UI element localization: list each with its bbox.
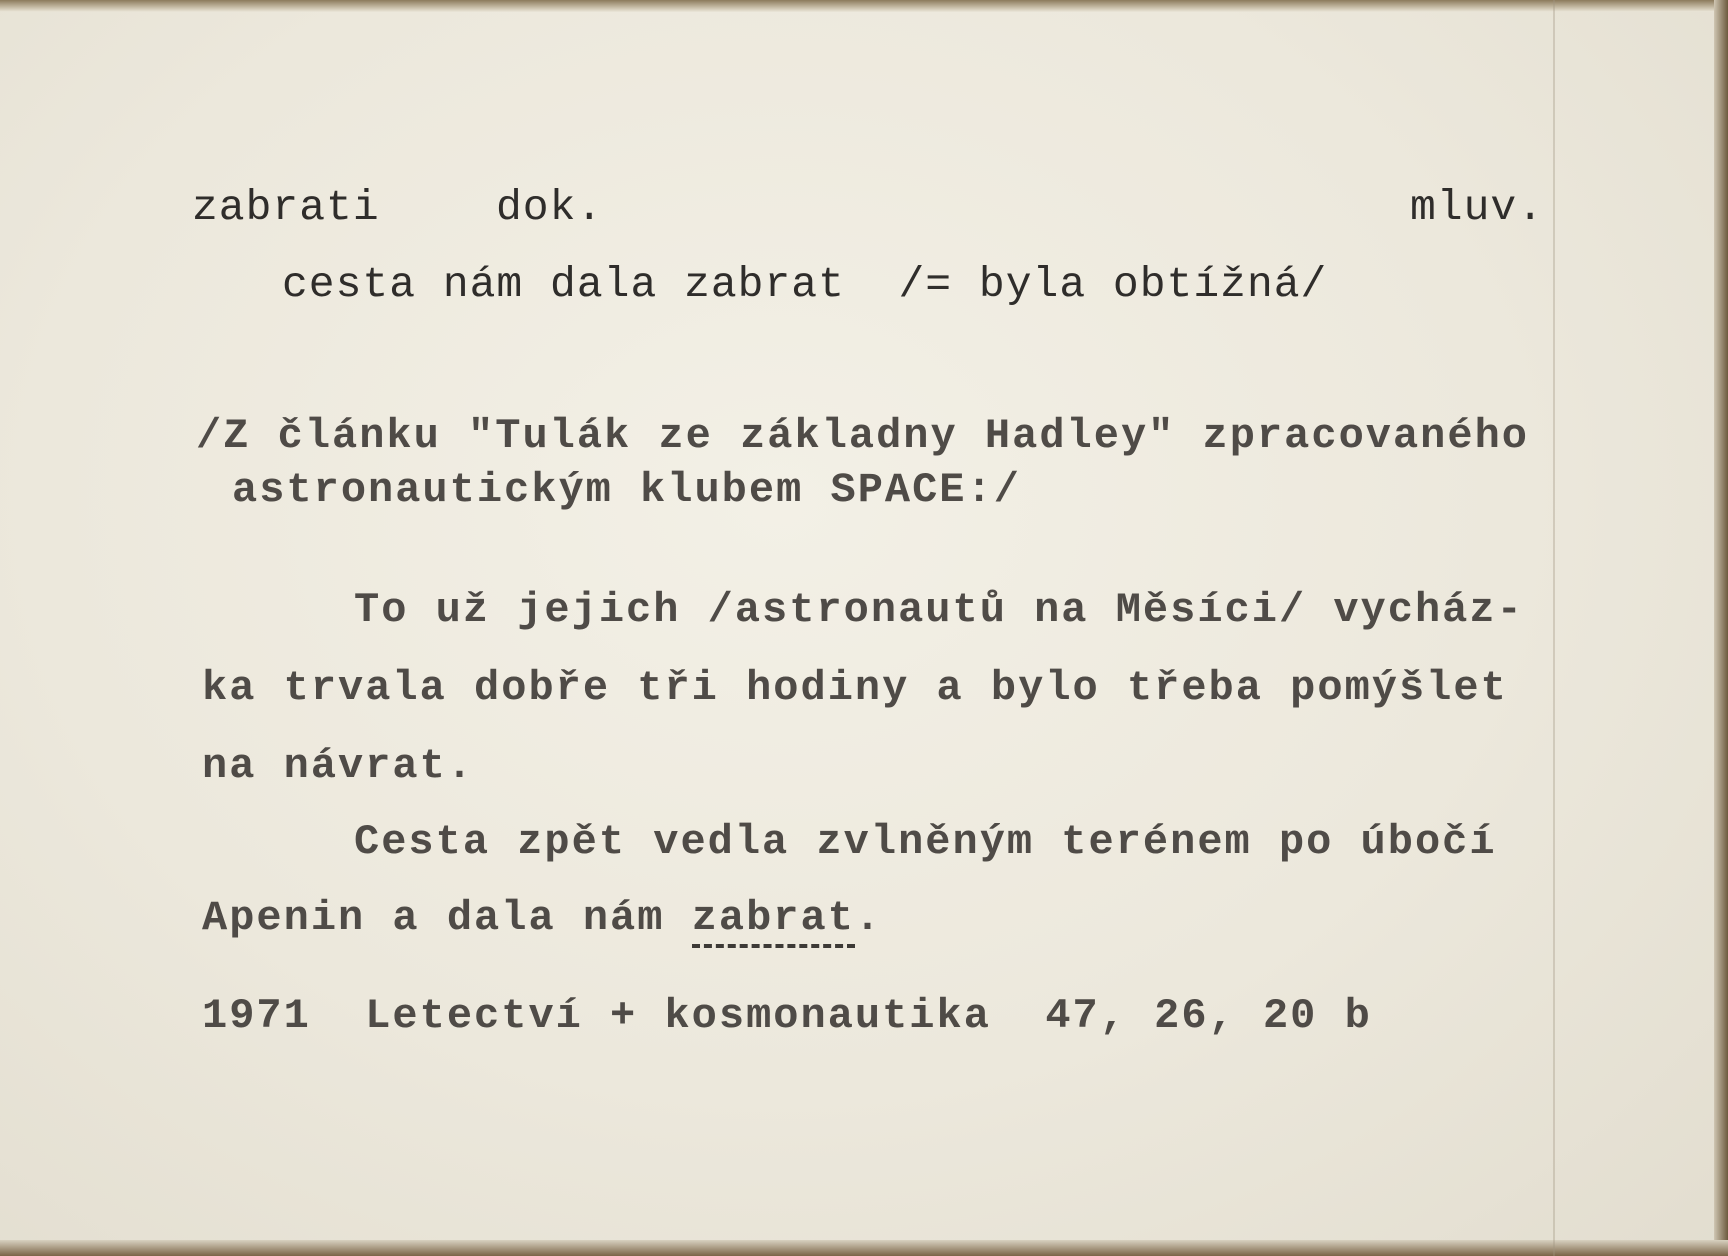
citation-line-3: na návrat. bbox=[202, 742, 475, 790]
citation-line-2: ka trvala dobře tři hodiny a bylo třeba pomýšlet bbox=[202, 664, 1508, 712]
aspect-label: dok. bbox=[496, 183, 604, 232]
source-reference: 1971 Letectví + kosmonautika 47, 26, 20 b bbox=[202, 992, 1372, 1040]
definition-line: cesta nám dala zabrat /= byla obtížná/ bbox=[282, 260, 1328, 309]
citation-line-5-suffix: . bbox=[854, 894, 883, 942]
card-right-edge bbox=[1714, 0, 1728, 1256]
source-intro-line-2: astronautickým klubem SPACE:/ bbox=[232, 466, 1021, 514]
citation-line-1: To už jejich /astronautů na Měsíci/ vycház- bbox=[354, 586, 1524, 634]
card-top-edge bbox=[0, 0, 1728, 12]
citation-line-5-prefix: Apenin a dala nám bbox=[202, 894, 692, 942]
paper-crease bbox=[1553, 0, 1555, 1256]
source-intro-line-1: /Z článku "Tulák ze základny Hadley" zpracovaného bbox=[196, 412, 1530, 460]
citation-line-5 bbox=[202, 894, 882, 942]
underlined-headword: zabrat bbox=[692, 894, 855, 948]
register-label: mluv. bbox=[1410, 183, 1545, 232]
card-bottom-edge bbox=[0, 1240, 1728, 1256]
headword: zabrati bbox=[192, 183, 380, 232]
citation-line-4: Cesta zpět vedla zvlněným terénem po úbočí bbox=[354, 818, 1497, 866]
